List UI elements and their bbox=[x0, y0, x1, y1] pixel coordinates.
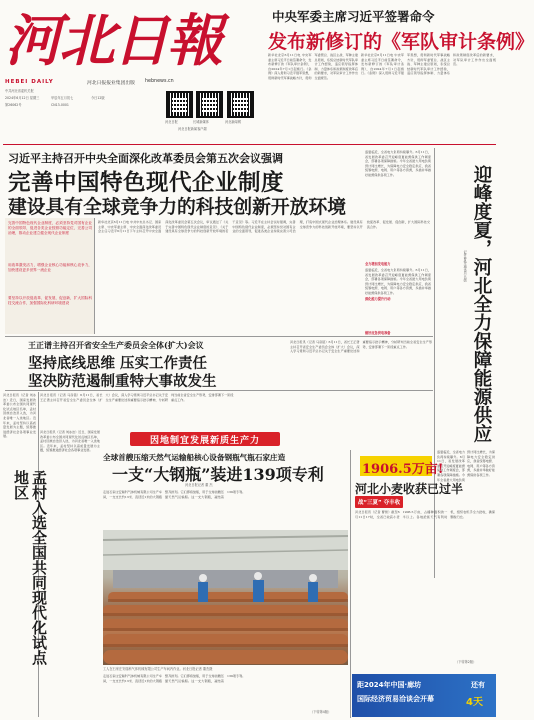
safety-body-cont: 河北日报讯（记者 马彦铭）6月11日，省长王正谱主持召开省安全生产委员会全体（扩大）会议，深入学习贯彻习近平总书记关于安全生产重要论述和重要指示批示精神，分析研判当前全省安全生产形势，安排部署下一阶段重点工作。 bbox=[40, 393, 234, 402]
feature-kicker: 全球首艘压缩天然气运输船核心设备钢瓶气瓶石家庄造 bbox=[103, 453, 286, 462]
safety-headline-1: 坚持底线思维 压实工作责任 bbox=[28, 355, 208, 372]
lead-bullet: 要坚持以开放促改革、促发展、促创新，扩大国际科技交流合作，加强国际化科研环境建设 bbox=[8, 296, 92, 305]
cn-code: CN13-0001 bbox=[51, 103, 69, 107]
right-subhead: 做好应急供电准备 bbox=[365, 331, 391, 336]
left-col-body: 河北日报讯（记者 刘冰洁）近日，国家发展改革委公布全国共同现代化试点地区名单，孟村回族自治县入选，为河北省唯一入选地区。近年来，孟村坚持以高质量发展为主题，统筹推进经济社会各项事业发展。 bbox=[3, 393, 36, 439]
right-col-body-2: 盛夏临近，全省电力负荷持续攀升。6月11日，省发展改革委召开迎峰度夏能源保供工作调度会，部署各项保障措施。今年全省最大用电负荷预计同比增长，为保障电力安全稳定供应，我省统筹电源、电网、用户等各方资源，多措并举做好能源保供各项工作。 bbox=[365, 268, 431, 295]
right-subhead: 全力增加发电能力 bbox=[365, 262, 391, 266]
feature-photo-caption: 工人在石家庄安瑞科气体机械有限公司生产车间内作业。河北日报记者 董杰摄 bbox=[103, 667, 213, 671]
feature-headline: 一支“大钢瓶”装进139项专利 bbox=[112, 465, 324, 484]
qr-label: 河北日报 bbox=[165, 120, 178, 124]
wheat-headline: 河北小麦收获已过半 bbox=[355, 482, 464, 496]
feature-jump: （下转第4版） bbox=[310, 710, 332, 714]
expo-title: 国际经济贸易洽谈会开幕 bbox=[357, 695, 434, 703]
right-vertical-byline: 记者 曹铮 通讯员 吕婧 bbox=[462, 250, 467, 282]
expo-prefix: 距2024年中国·廊坊 bbox=[357, 681, 422, 689]
top-story bbox=[266, 3, 534, 141]
lead-headline-1: 完善中国特色现代企业制度 bbox=[8, 170, 285, 196]
left-col-body-2: 河北日报讯（记者 刘冰洁）近日，国家发展改革委公布全国共同现代化试点地区名单，孟村回族自治县入选，为河北省唯一入选地区。近年来，孟村坚持以高质量发展为主题，统筹推进经济社会各项事业发展。 bbox=[40, 430, 100, 453]
serial-number: 第26062号 bbox=[5, 103, 22, 107]
newspaper-website: hebnews.cn bbox=[145, 79, 174, 84]
lead-bullet: 完善中国特色现代企业制度，必须坚持党对国有企业的全面领导，促进各类企业按照功能定位，完善公司治理，推动企业建立健全现代企业制度 bbox=[8, 221, 92, 235]
right-col-body: 盛夏临近，全省电力负荷持续攀升。6月11日，省发展改革委召开迎峰度夏能源保供工作调度会，部署各项保障措施。今年全省最大用电负荷预计同比增长，为保障电力安全稳定供应，我省统筹电源、电网、用户等各方资源，多措并举做好能源保供各项工作。 bbox=[365, 150, 431, 177]
feature-photo bbox=[103, 530, 348, 665]
feature-banner bbox=[130, 432, 280, 446]
wheat-body: 河北日报讯（记者 曹智）截至6月11日17时，全省已收获小麦1906.5万亩，占播种面积的一半以上。各地抢抓天气有利时机，组织农机手全力抢收，确保颗粒归仓。 bbox=[355, 510, 495, 519]
qr-label: 长城新媒体 bbox=[193, 120, 209, 124]
safety-headline-2: 坚决防范遏制重特大事故发生 bbox=[28, 373, 217, 390]
right-col-body-3: 盛夏临近，全省电力负荷持续攀升。6月11日，省发展改革委召开迎峰度夏能源保供工作调度会，部署各项保障措施。今年全省最大用电负荷预计同比增长，为保障电力安全稳定供应，我省统筹电源、电网、用户等各方资源，多措并举做好能源保供各项工作。 bbox=[437, 450, 495, 482]
newspaper-logo: 河北日報 bbox=[5, 8, 221, 74]
qr-code-icon[interactable] bbox=[227, 91, 254, 118]
qr-code-icon[interactable] bbox=[166, 91, 193, 118]
newspaper-pinyin: HEBEI DAILY bbox=[5, 79, 54, 85]
feature-byline: 河北日报记者 董 杰 bbox=[185, 483, 213, 487]
top-story-body-cont: 新华社北京6月11日电 中央军委主席习近平日前签署命令，发布新修订的《军队审计条例》，自2024年7月1日起施行。《条例》深入贯彻习近平强军思想，贯彻新时代军事战略方针，贯彻军委管总、战区主战、军种主建总原则，系统总结新时代军队审计工作经验，适应领导指挥体制、力量体系和政策制度改革后的新要求，对军队审计工作作出全面规范。 bbox=[361, 53, 496, 76]
expo-countdown-box bbox=[352, 674, 496, 717]
expo-countdown-label: 还有 bbox=[471, 681, 485, 689]
lead-bullets-box bbox=[5, 218, 95, 334]
lead-headline-2: 建设具有全球竞争力的科技创新开放环境 bbox=[8, 196, 347, 218]
issue-number: 今日12版 bbox=[91, 96, 105, 100]
wheat-banner-value: 1906.5万亩! bbox=[362, 462, 444, 477]
wheat-tag-text: 战“三夏” 夺丰收 bbox=[357, 500, 401, 506]
newspaper-tagline: 河北日报报业集团出版 bbox=[87, 81, 135, 86]
safety-kicker: 王正谱主持召开省安全生产委员会全体(扩大)会议 bbox=[28, 340, 204, 350]
top-story-title-1: 中央军委主席习近平签署命令 bbox=[272, 9, 435, 24]
feature-body: 走进石家庄安瑞科气体机械有限公司生产车间，一支支长约13米、直径近1米的大钢瓶整齐排列。它们即将装船，用于全球首艘压缩天然气运输船。这一支大钢瓶，凝结着139项专利。 bbox=[103, 490, 246, 499]
date-line: 2024年6月12日 星期三 bbox=[5, 96, 40, 100]
qr-label: 河北新闻网 bbox=[225, 120, 241, 124]
lead-bullet: 用改革激发活力，增强企业核心功能和核心竞争力，加快建设更多世界一流企业 bbox=[8, 263, 92, 272]
right-subhead: 深化能力提升行动 bbox=[365, 296, 391, 301]
top-story-title-2: 发布新修订的《军队审计条例》 bbox=[268, 31, 534, 53]
wheat-jump: （下转第2版） bbox=[455, 660, 477, 664]
right-vertical-headline: 迎峰度夏，河北全力保障能源供应 bbox=[471, 165, 492, 443]
lead-body: 新华社北京6月11日电 中共中央总书记、国家主席、中央军委主席、中央全面深化改革委员会主任习近平6月11日下午主持召开中央全面深化改革委员会第五次会议，审议通过了《关于完善中国特色现代企业制度的意见》、《关于建设具有全球竞争力的科技创新开放环境的若干意见》等。习近平在主持会议时强调，完善中国特色现代企业制度，必须坚持党对国有企业的全面领导，促进各类企业持续完善公司治理，打造中国式现代企业治理体系。建设具有全球竞争力的科技创新开放环境，要坚持以开放促改革、促发展、促创新，扩大国际科技交流合作。 bbox=[98, 220, 430, 234]
lunar-line: 甲辰年五月初七 bbox=[51, 96, 74, 100]
wheat-banner bbox=[360, 456, 444, 477]
photo-image bbox=[103, 530, 348, 665]
app-label: 河北日报新闻客户端 bbox=[178, 127, 207, 131]
safety-body: 河北日报讯（记者 马彦铭）6月11日，省长王正谱主持召开省安全生产委员会全体（扩大）会议，深入学习贯彻习近平总书记关于安全生产重要论述和重要指示批示精神，分析研判当前全省安全生产形势，安排部署下一阶段重点工作。 bbox=[290, 340, 432, 354]
top-story-body: 新华社北京6月11日电 中央军委主席习近平日前签署命令，发布新修订的《军队审计条例》，自2024年7月1日起施行。《条例》深入贯彻习近平强军思想，贯彻新时代军事战略方针，贯彻军委管总、战区主战、军种主建总原则，系统总结新时代军队审计工作经验，适应领导指挥体制、力量体系和政策制度改革后的新要求，对军队审计工作作出全面规范。 bbox=[268, 53, 358, 80]
feature-banner-text: 因地制宜发展新质生产力 bbox=[149, 436, 260, 446]
qr-code-icon[interactable] bbox=[196, 91, 223, 118]
expo-countdown-value: 4天 bbox=[466, 697, 483, 708]
feature-body-cont: 走进石家庄安瑞科气体机械有限公司生产车间，一支支长约13米、直径近1米的大钢瓶整齐排列。它们即将装船，用于全球首艘压缩天然气运输船。这一支大钢瓶，凝结着139项专利。 bbox=[103, 674, 246, 683]
lead-kicker: 习近平主持召开中央全面深化改革委员会第五次会议强调 bbox=[8, 152, 283, 165]
masthead bbox=[3, 3, 263, 145]
wheat-tag bbox=[355, 496, 403, 508]
newspaper-tagline-1: 中共河北省委机关报 bbox=[5, 89, 34, 93]
left-vertical-headline: 孟村入选全国共同现代化试点地区 bbox=[12, 470, 48, 665]
